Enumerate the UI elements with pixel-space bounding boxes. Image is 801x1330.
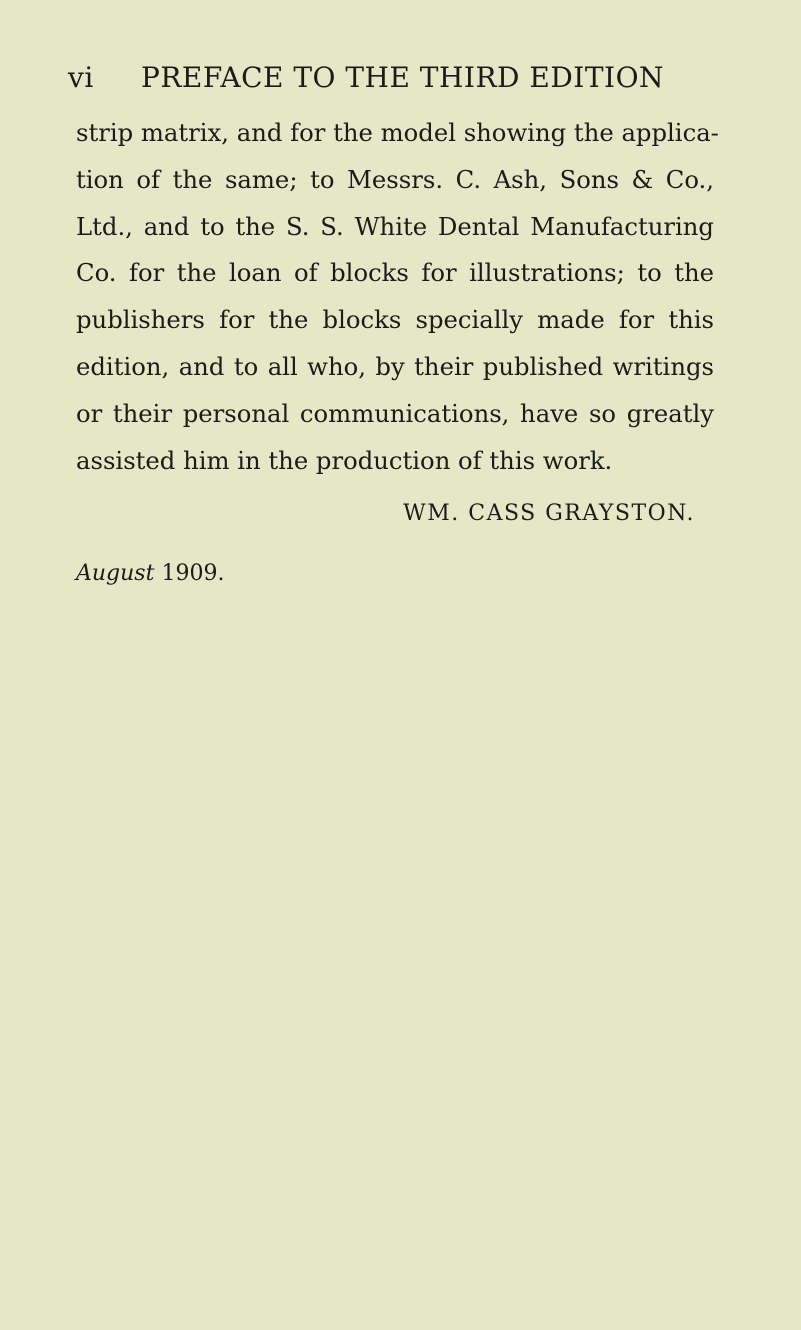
- text-line: Co. for the loan of blocks for illustrations; to the: [76, 258, 714, 288]
- dateline: [76, 554, 224, 594]
- text-line: tion of the same; to Messrs. C. Ash, Sons & Co.,: [76, 164, 714, 194]
- running-head: [68, 58, 688, 98]
- date-month: August: [76, 561, 155, 586]
- author-signature: WM. CASS GRAYSTON.: [403, 501, 695, 526]
- text-line: Ltd., and to the S. S. White Dental Manufacturing: [76, 211, 714, 241]
- text-line: publishers for the blocks specially made for this: [76, 305, 714, 335]
- text-line: edition, and to all who, by their published writings: [76, 351, 714, 381]
- text-line: assisted him in the production of this work.: [76, 445, 613, 475]
- body-paragraph: [76, 110, 719, 484]
- chapter-title: PREFACE TO THE THIRD EDITION: [141, 61, 665, 94]
- page-number: vi: [68, 61, 94, 94]
- text-line: or their personal communications, have so greatly: [76, 398, 714, 428]
- date-year: 1909.: [161, 561, 225, 586]
- text-line: strip matrix, and for the model showing the applica-: [76, 118, 719, 147]
